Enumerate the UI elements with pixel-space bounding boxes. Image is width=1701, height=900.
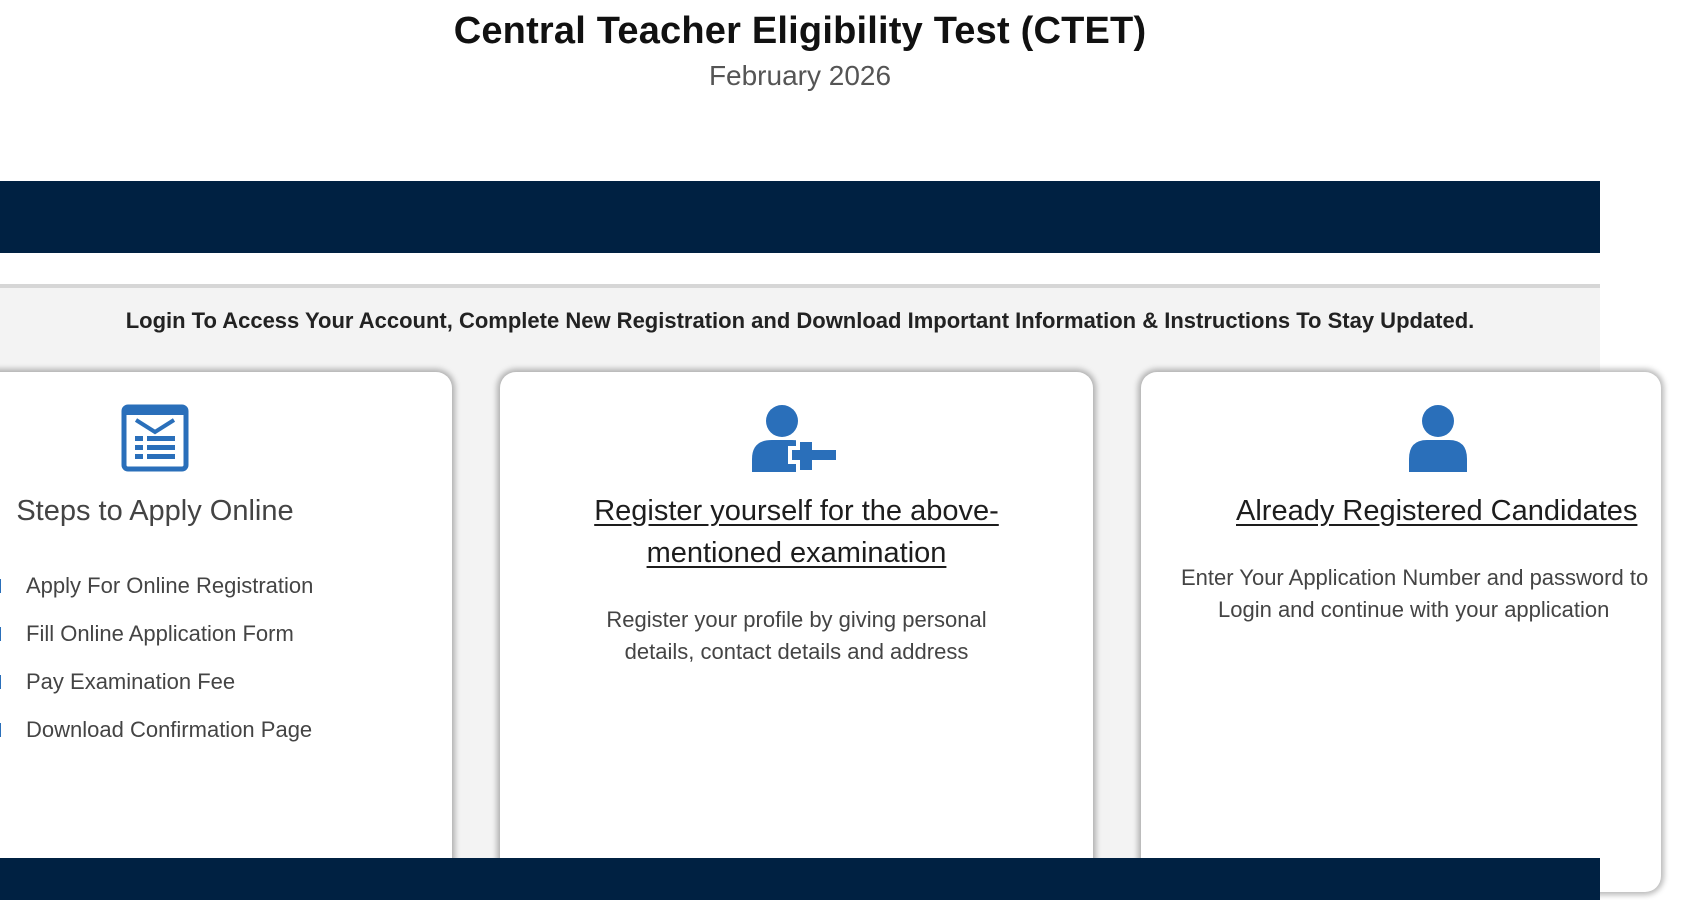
main-panel	[0, 284, 1649, 862]
footer-bar	[0, 858, 1600, 900]
step-item	[0, 658, 430, 706]
step-label: Apply For Online Registration	[26, 573, 314, 598]
user-icon	[1409, 404, 1467, 472]
add-user-icon	[752, 404, 844, 472]
step-item	[0, 706, 430, 754]
page-title: Central Teacher Eligibility Test (CTET)	[453, 10, 1147, 52]
login-desc-line: Enter Your Application Number and password to	[1181, 565, 1649, 590]
register-link-line: mentioned examination	[646, 537, 947, 569]
login-card[interactable]	[1141, 372, 1661, 892]
steps-heading: Steps to Apply Online	[16, 495, 294, 527]
step-item	[0, 562, 430, 610]
bullet-icon	[0, 723, 1, 737]
step-label: Pay Examination Fee	[26, 669, 236, 694]
register-card[interactable]	[500, 372, 1093, 892]
step-item	[0, 610, 430, 658]
notice-text: Login To Access Your Account, Complete New Registration and Download Important Information & Instructions To Stay Updated.	[125, 308, 1475, 333]
register-desc-line: details, contact details and address	[624, 639, 969, 664]
top-navbar	[0, 181, 1600, 253]
form-icon	[121, 404, 189, 472]
page-header	[0, 0, 1600, 180]
register-link[interactable]	[500, 490, 1093, 574]
bullet-icon	[0, 675, 1, 689]
steps-list	[0, 562, 430, 754]
bullet-icon	[0, 579, 1, 593]
steps-card	[0, 372, 452, 892]
register-description	[500, 604, 1093, 668]
login-link[interactable]: Already Registered Candidates	[1236, 495, 1638, 527]
step-label: Fill Online Application Form	[26, 621, 294, 646]
register-desc-line: Register your profile by giving personal	[606, 607, 987, 632]
login-desc-line: Login and continue with your application	[1218, 597, 1610, 622]
step-label: Download Confirmation Page	[26, 717, 313, 742]
exam-session: February 2026	[708, 60, 892, 91]
login-description	[1181, 562, 1701, 626]
bullet-icon	[0, 627, 1, 641]
register-link-line: Register yourself for the above-	[594, 495, 999, 527]
